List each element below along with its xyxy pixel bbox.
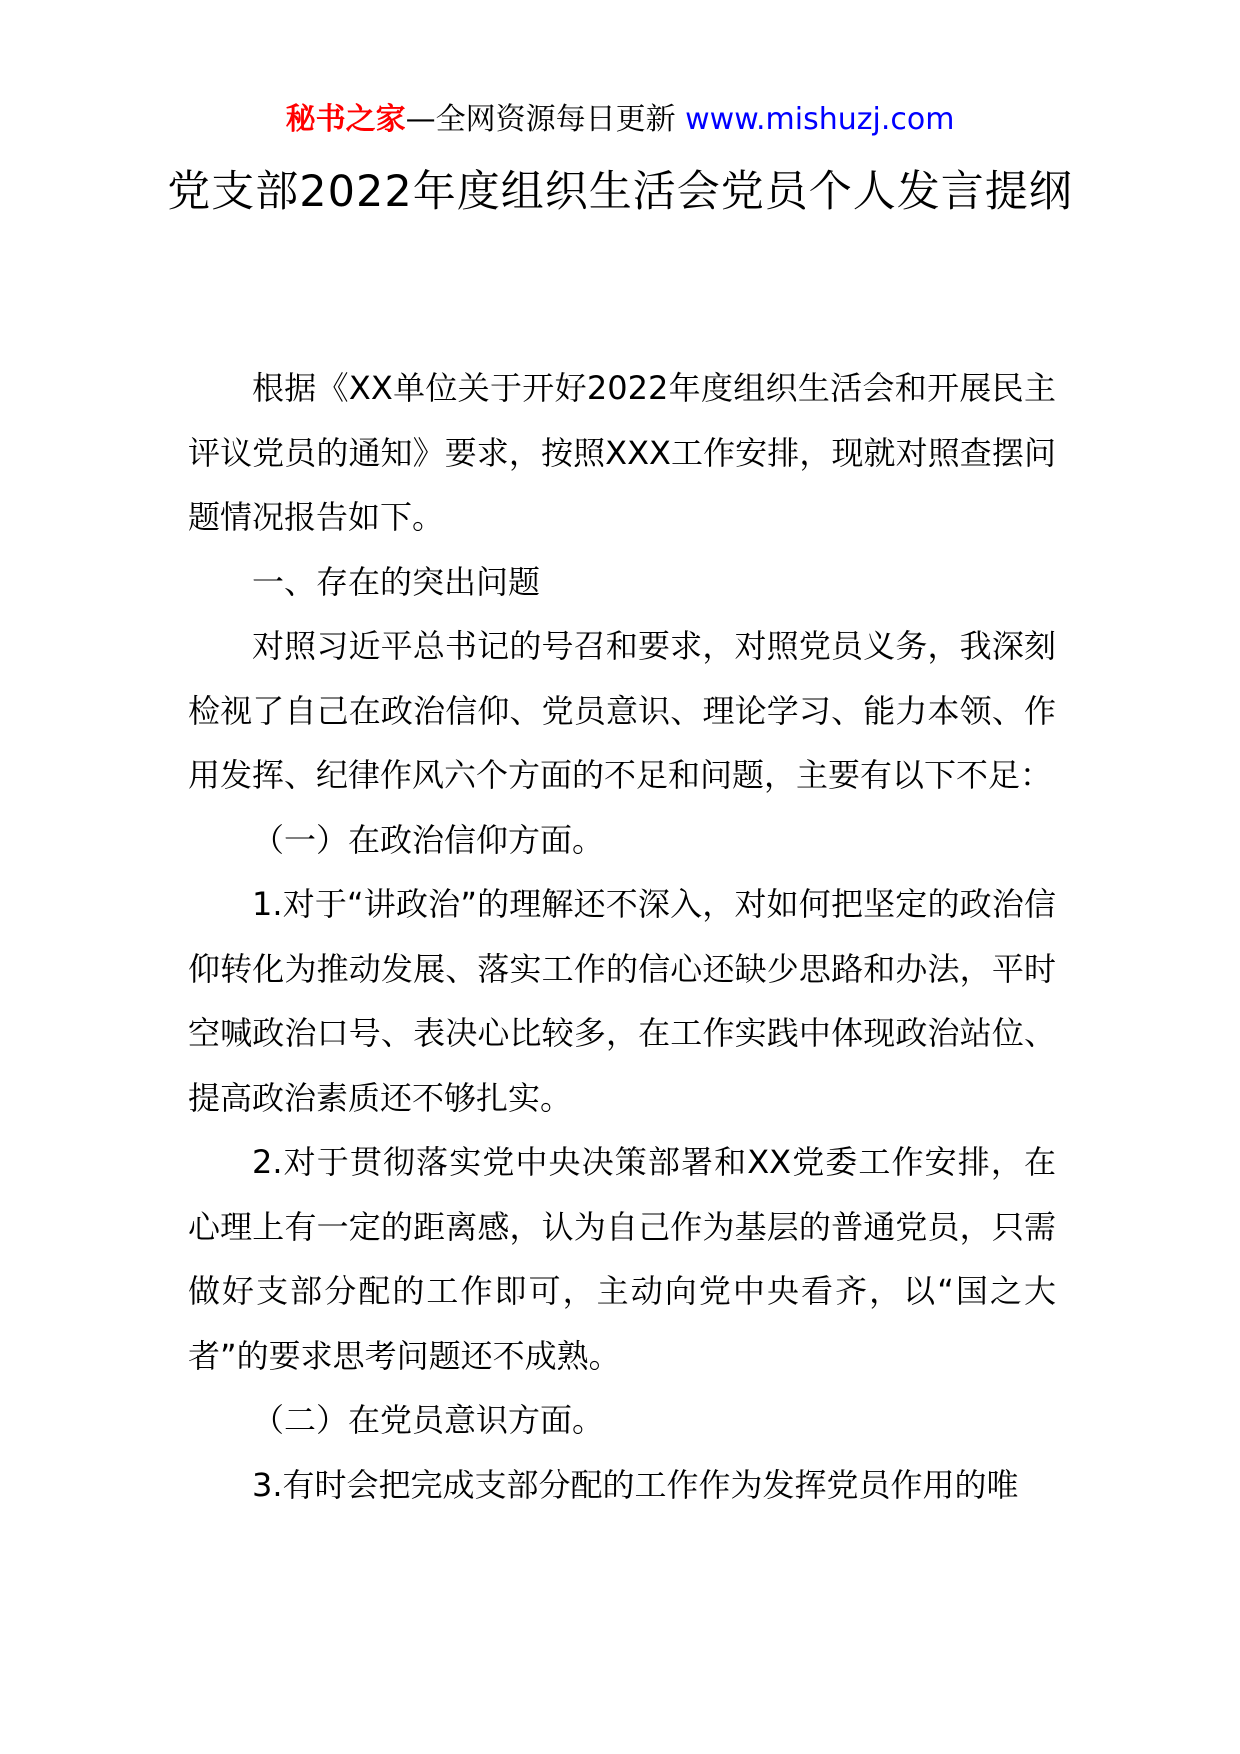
body-paragraph: 对照习近平总书记的号召和要求，对照党员义务，我深刻检视了自己在政治信仰、党员意识、理论学习、能力本领、作用发挥、纪律作风六个方面的不足和问题，主要有以下不足： <box>188 627 1056 794</box>
subsection-heading: （二）在党员意识方面。 <box>252 1401 605 1439</box>
document-title: 党支部2022年度组织生活会党员个人发言提纲 <box>167 167 1073 217</box>
website-link[interactable]: www.mishuzj.com <box>685 102 955 137</box>
banner-slogan: —全网资源每日更新 <box>405 102 676 137</box>
subsection-heading: （一）在政治信仰方面。 <box>252 820 605 859</box>
header-banner <box>0 100 1240 140</box>
section-heading: 一、存在的突出问题 <box>252 562 541 601</box>
intro-paragraph: 根据《XX单位关于开好2022年度组织生活会和开展民主评议党员的通知》要求，按照XXX工作安排，现就对照查摆问题情况报告如下。 <box>188 369 1056 536</box>
numbered-item: 1.对于“讲政治”的理解还不深入，对如何把坚定的政治信仰转化为推动发展、落实工作的信心还缺少思路和办法，平时空喊政治口号、表决心比较多，在工作实践中体现政治站位、提高政治素质还不够扎实。 <box>188 885 1056 1117</box>
document-body <box>188 356 1056 1517</box>
numbered-item: 3.有时会把完成支部分配的工作作为发挥党员作用的唯 <box>252 1465 1019 1504</box>
brand-name: 秘书之家 <box>285 102 406 137</box>
numbered-item: 2.对于贯彻落实党中央决策部署和XX党委工作安排，在心理上有一定的距离感，认为自己作为基层的普通党员，只需做好支部分配的工作即可，主动向党中央看齐，以“国之大者”的要求思考问题还不成熟。 <box>188 1143 1056 1375</box>
